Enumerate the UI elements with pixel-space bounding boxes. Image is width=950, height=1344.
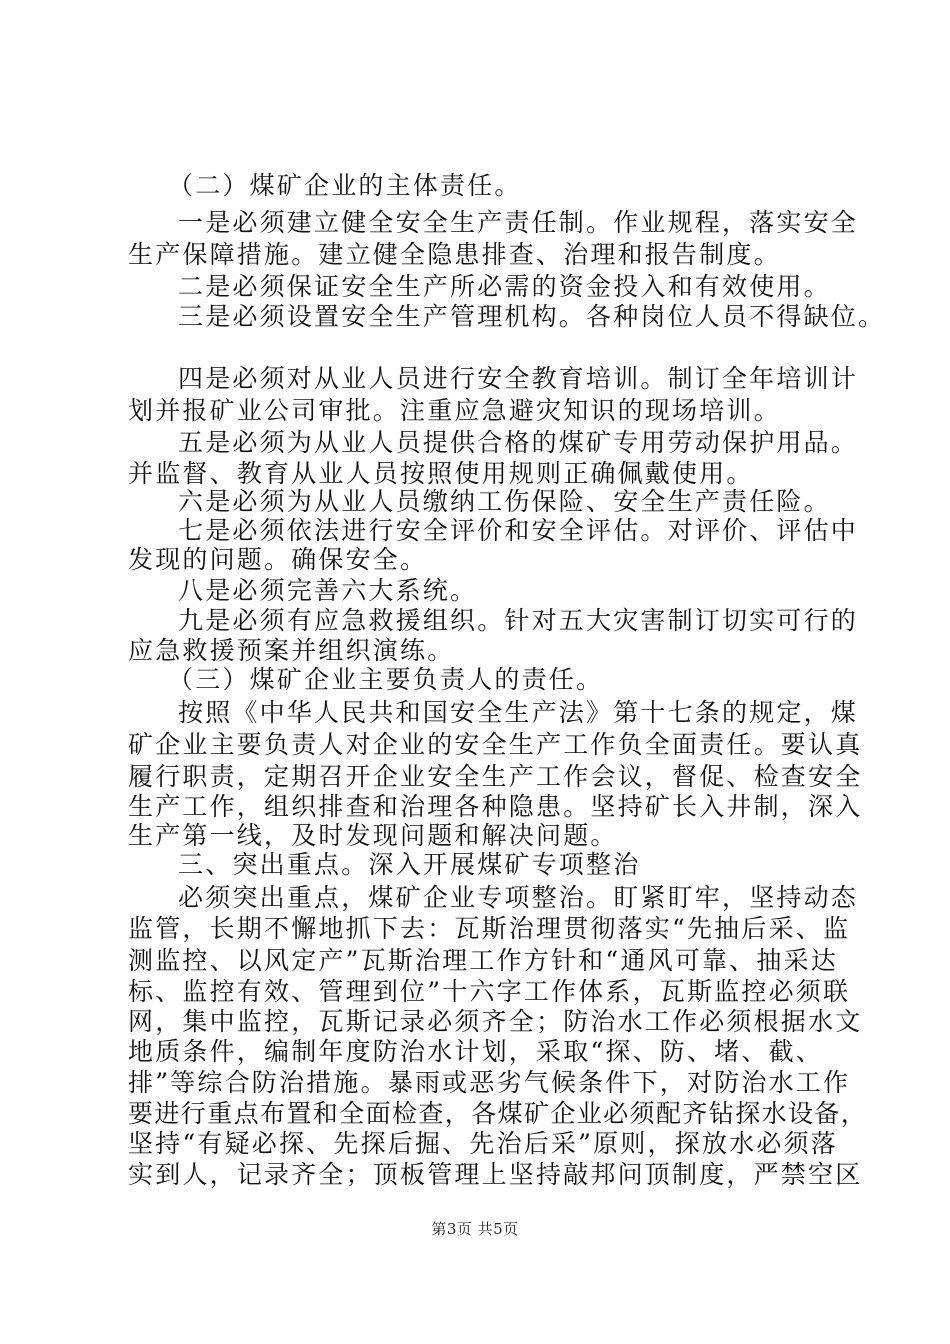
- paragraph-line: 三是必须设置安全生产管理机构。各种岗位人员不得缺位。: [178, 302, 886, 331]
- paragraph-line: 必须突出重点，煤矿企业专项整治。盯紧盯牢，坚持动态: [178, 883, 859, 912]
- page-number-footer: 第3页 共5页: [431, 1220, 519, 1238]
- paragraph-line: 地质条件，编制年度防治水计划，采取“探、防、堵、截、: [128, 1037, 823, 1066]
- paragraph-line: 二是必须保证安全生产所必需的资金投入和有效使用。: [178, 272, 831, 301]
- paragraph-line: 应急救援预案并组织演练。: [128, 636, 455, 665]
- paragraph-line: 履行职责，定期召开企业安全生产工作会议，督促、检查安全: [128, 762, 863, 791]
- paragraph-line: 按照《中华人民共和国安全生产法》第十七条的规定，煤: [178, 698, 859, 727]
- paragraph-line: 六是必须为从业人员缴纳工伤保险、安全生产责任险。: [178, 487, 831, 516]
- paragraph-line: 监管，长期不懈地抓下去：瓦斯治理贯彻落实“先抽后采、监: [128, 914, 851, 943]
- paragraph-line: 生产工作，组织排查和治理各种隐患。坚持矿长入井制，深入: [128, 792, 863, 821]
- heading-section-2: （二）煤矿企业的主体责任。: [168, 171, 522, 200]
- paragraph-line: 五是必须为从业人员提供合格的煤矿专用劳动保护用品。: [178, 428, 859, 457]
- paragraph-line: 并监督、教育从业人员按照使用规则正确佩戴使用。: [128, 459, 754, 488]
- paragraph-line: 要进行重点布置和全面检查，各煤矿企业必须配齐钻探水设备，: [128, 1099, 868, 1128]
- paragraph-line: 八是必须完善六大系统。: [178, 576, 478, 605]
- paragraph-line: 一是必须建立健全安全生产责任制。作业规程，落实安全: [178, 208, 859, 237]
- paragraph-line: 划并报矿业公司审批。注重应急避灾知识的现场培训。: [128, 396, 781, 425]
- heading-section-3: （三）煤矿企业主要负责人的责任。: [168, 665, 604, 694]
- paragraph-line: 七是必须依法进行安全评价和安全评估。对评价、评估中: [178, 516, 859, 545]
- paragraph-line: 排”等综合防治措施。暴雨或恶劣气候条件下，对防治水工作: [128, 1068, 851, 1097]
- paragraph-line: 实到人，记录齐全；顶板管理上坚持敲邦问顶制度，严禁空区: [128, 1160, 863, 1189]
- paragraph-line: 矿企业主要负责人对企业的安全生产工作负全面责任。要认真: [128, 730, 863, 759]
- paragraph-line: 网，集中监控，瓦斯记录必须齐全；防治水工作必须根据水文: [128, 1007, 863, 1036]
- paragraph-line: 坚持“有疑必探、先探后掘、先治后采”原则，探放水必须落: [128, 1129, 838, 1158]
- paragraph-line: 四是必须对从业人员进行安全教育培训。制订全年培训计: [178, 364, 859, 393]
- paragraph-line: 九是必须有应急救援组织。针对五大灾害制订切实可行的: [178, 606, 859, 635]
- paragraph-line: 生产保障措施。建立健全隐患排查、治理和报告制度。: [128, 240, 781, 269]
- paragraph-line: 测监控、以风定产”瓦斯治理工作方针和“通风可靠、抽采达: [128, 946, 838, 975]
- paragraph-line: 生产第一线，及时发现问题和解决问题。: [128, 821, 618, 850]
- paragraph-line: 发现的问题。确保安全。: [128, 545, 428, 574]
- heading-part-3: 三、突出重点。深入开展煤矿专项整治: [178, 850, 641, 879]
- paragraph-line: 标、监控有效、管理到位”十六字工作体系，瓦斯监控必须联: [128, 977, 851, 1006]
